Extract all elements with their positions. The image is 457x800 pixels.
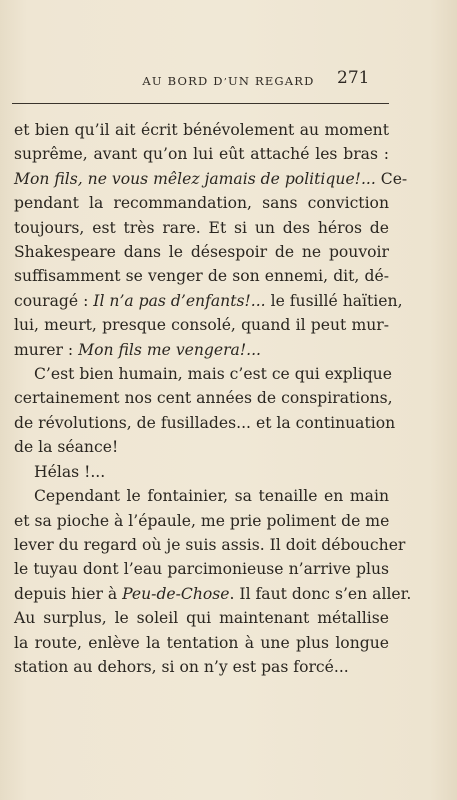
page-number: 271 xyxy=(337,68,370,88)
header-rule xyxy=(12,103,389,104)
text-line xyxy=(14,264,389,288)
text-segment: pendant la recommandation, sans conviction xyxy=(14,194,389,213)
text-line xyxy=(14,557,389,581)
text-line xyxy=(14,435,389,459)
running-title-part-2: UN REGARD xyxy=(227,74,315,88)
text-line xyxy=(14,362,392,386)
text-line xyxy=(14,533,406,557)
text-segment: Cependant le fontainier, sa tenaille en main xyxy=(34,487,389,506)
italic-text: Mon fils, ne vous mêlez jamais de politique!... xyxy=(14,169,376,188)
text-line xyxy=(14,313,389,337)
italic-text: Il n’a pas d’enfants!... xyxy=(93,291,266,310)
text-segment: C’est bien humain, mais c’est ce qui explique xyxy=(34,365,392,384)
text-line xyxy=(14,142,389,166)
text-segment: et bien qu’il ait écrit bénévolement au moment xyxy=(14,121,389,139)
text-segment: lui, meurt, presque consolé, quand il peut mur- xyxy=(14,316,389,335)
text-segment: toujours, est très rare. Et si un des héros de xyxy=(14,218,389,237)
text-line xyxy=(14,289,403,313)
text-segment: de la séance! xyxy=(14,438,119,457)
text-segment: murer : xyxy=(14,340,79,359)
text-line xyxy=(14,509,389,533)
paragraph-4 xyxy=(14,484,412,679)
text-segment: Hélas !... xyxy=(34,462,106,481)
text-line xyxy=(14,484,389,508)
running-title xyxy=(0,74,457,88)
text-line xyxy=(14,582,412,606)
paragraph-3 xyxy=(14,460,389,484)
text-line xyxy=(14,118,389,142)
text-segment: Ce- xyxy=(375,169,408,188)
text-segment: couragé : xyxy=(14,291,94,310)
text-line xyxy=(14,631,389,655)
text-segment: de révolutions, de fusillades... et la continuation xyxy=(14,413,396,432)
text-segment: suffisamment se venger de son ennemi, dit, dé- xyxy=(14,267,389,286)
text-segment: lever du regard où je suis assis. Il doit déboucher xyxy=(14,535,406,554)
text-segment: le tuyau dont l’eau parcimonieuse n’arrive plus xyxy=(14,560,389,579)
running-title-apostrophe: ’ xyxy=(223,77,228,88)
text-segment: Au surplus, le soleil qui maintenant métallise xyxy=(14,609,389,628)
text-segment: suprême, avant qu’on lui eût attaché les bras : xyxy=(14,145,389,164)
text-line xyxy=(14,338,389,362)
text-segment: la route, enlève la tentation à une plus longue xyxy=(14,633,389,652)
running-head xyxy=(0,68,457,92)
text-segment: Shakespeare dans le désespoir de ne pouvoir xyxy=(14,243,389,262)
text-line xyxy=(14,240,389,264)
text-segment: depuis hier à xyxy=(14,584,123,603)
paragraph-2 xyxy=(14,362,396,460)
text-segment: . Il faut donc s’en aller. xyxy=(229,584,412,603)
text-segment: le fusillé haïtien, xyxy=(265,291,403,310)
body-text xyxy=(14,118,412,679)
text-line xyxy=(14,167,408,191)
text-line xyxy=(14,191,389,215)
text-line xyxy=(14,606,389,630)
text-line xyxy=(14,460,389,484)
text-line xyxy=(14,655,389,679)
text-segment: et sa pioche à l’épaule, me prie poliment de me xyxy=(14,511,390,530)
text-line xyxy=(14,386,393,410)
paragraph-1 xyxy=(14,118,408,362)
text-segment: station au dehors, si on n’y est pas forcé... xyxy=(14,657,349,676)
text-line xyxy=(14,216,389,240)
text-segment: certainement nos cent années de conspirations, xyxy=(14,389,393,408)
italic-text: Mon fils me vengera!... xyxy=(78,340,261,359)
text-line xyxy=(14,411,396,435)
italic-text: Peu-de-Chose xyxy=(122,584,230,603)
running-title-part-1: AU BORD D xyxy=(142,74,224,88)
